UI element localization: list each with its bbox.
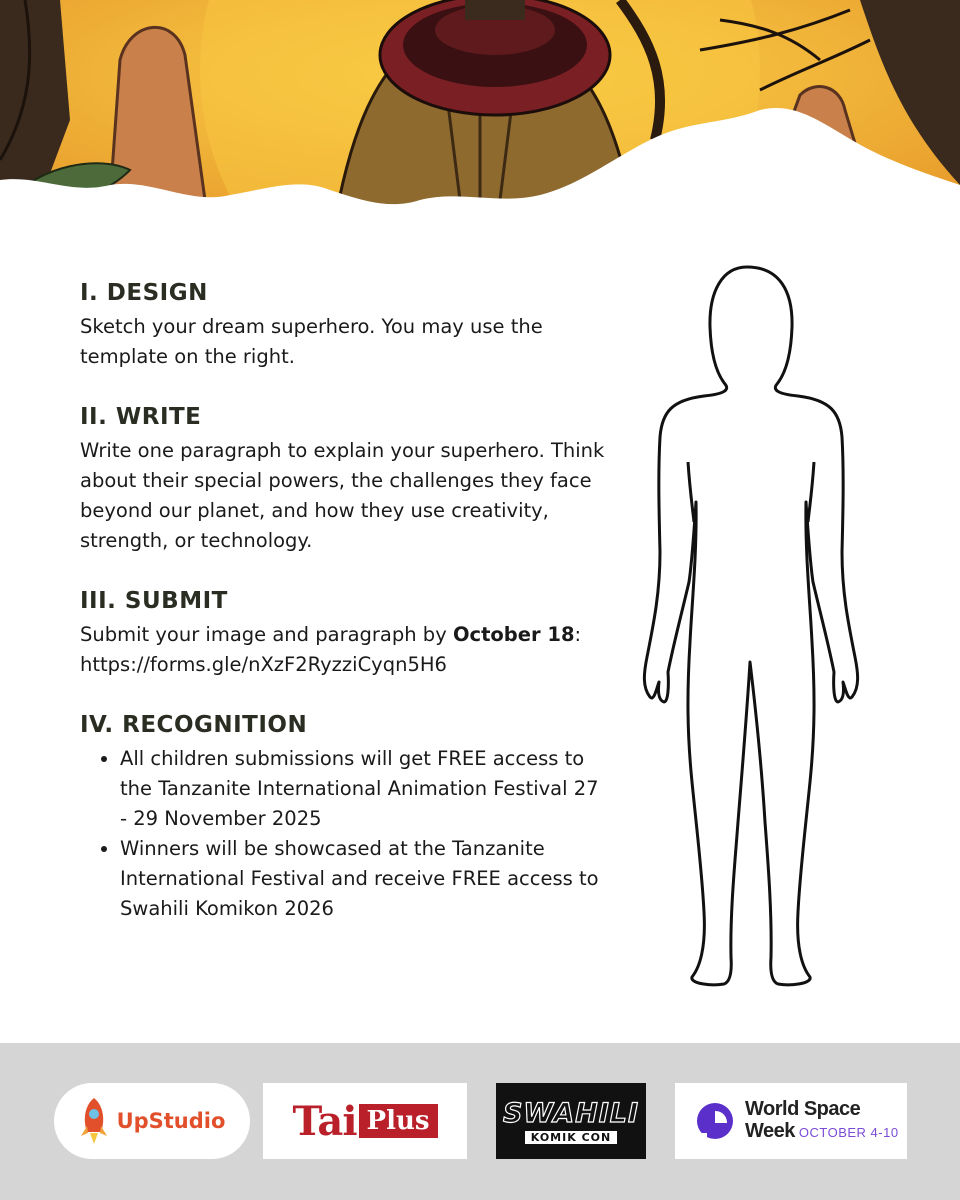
section-body: Write one paragraph to explain your superhero. Think about their special powers, the challenges they face beyond our planet, and how they use creativity, strength, or technology. [80, 439, 605, 552]
instructions [80, 278, 610, 954]
komik-con-wordmark: KOMIK CON [525, 1131, 617, 1144]
sponsor-footer [0, 1043, 960, 1200]
rocket-icon [79, 1096, 109, 1146]
wsw-line2: Week [745, 1120, 795, 1142]
section-recognition [80, 710, 610, 924]
section-body [80, 620, 610, 680]
section-heading: IV. RECOGNITION [80, 712, 308, 738]
plus-wordmark: Plus [359, 1104, 438, 1138]
upstudio-wordmark: UpStudio [116, 1109, 226, 1133]
tai-plus-logo[interactable] [263, 1083, 467, 1159]
section-write [80, 402, 610, 556]
form-link[interactable]: : https://forms.gle/nXzF2RyzziCyqn5H6 [80, 623, 582, 676]
section-design [80, 278, 610, 372]
world-space-week-icon [693, 1099, 737, 1143]
tai-wordmark: Tai [292, 1097, 357, 1145]
deadline: October 18 [452, 623, 575, 646]
upstudio-logo[interactable] [54, 1083, 250, 1159]
hero-illustration [0, 0, 960, 250]
submit-text: Submit your image and paragraph by [80, 623, 453, 646]
world-space-week-logo[interactable] [675, 1083, 907, 1159]
list-item: • All children submissions will get FREE access to the Tanzanite International Animation Festival 27 - 29 November 2025 [120, 744, 610, 834]
section-heading: III. SUBMIT [80, 588, 228, 614]
swahili-wordmark: SWAHILI [502, 1098, 640, 1129]
body-outline-template [630, 262, 865, 992]
section-submit [80, 586, 610, 680]
section-heading: I. DESIGN [80, 280, 208, 306]
world-space-week-text [745, 1098, 899, 1144]
section-heading: II. WRITE [80, 404, 202, 430]
swahili-komik-con-logo[interactable] [496, 1083, 646, 1159]
wsw-dates: OCTOBER 4-10 [798, 1125, 899, 1140]
wsw-line1: World Space [745, 1098, 861, 1120]
section-body: Sketch your dream superhero. You may use the template on the right. [80, 315, 543, 368]
recognition-list [80, 744, 610, 924]
list-item: • Winners will be showcased at the Tanzanite International Festival and receive FREE access to Swahili Komikon 2026 [120, 834, 610, 924]
